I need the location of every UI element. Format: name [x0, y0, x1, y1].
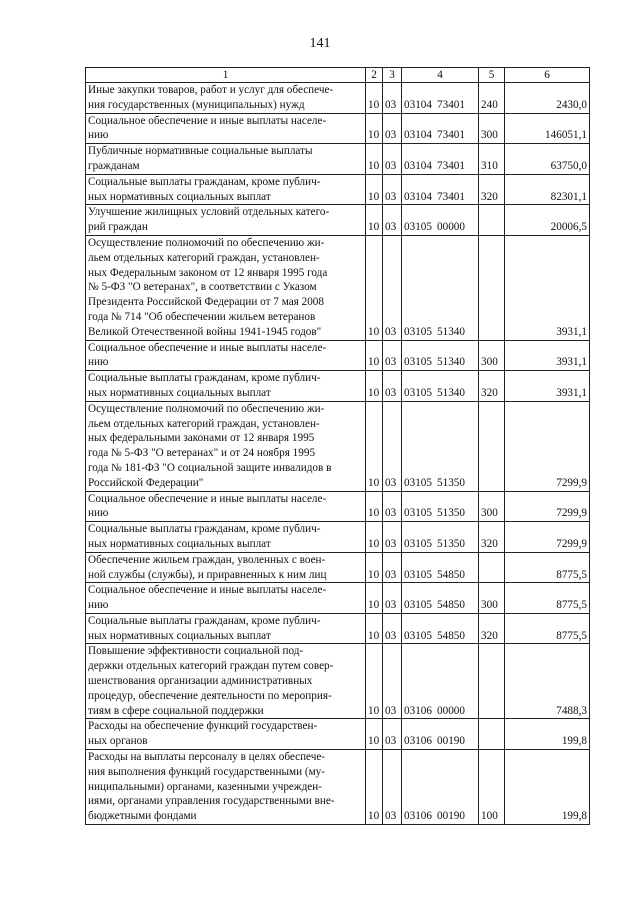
- amount-cell: 146051,1: [505, 113, 590, 144]
- target-article-program-code: 03105: [404, 476, 432, 489]
- section-code-cell: 10: [366, 750, 383, 825]
- amount-cell: 3931,1: [505, 340, 590, 371]
- target-article-cell: [402, 552, 479, 583]
- expense-name-line: Великой Отечественной войны 1941-1945 годов": [88, 325, 322, 338]
- amount-cell: 63750,0: [505, 144, 590, 175]
- column-header: 1: [86, 68, 366, 83]
- expense-name-line: льем отдельных категорий граждан, установлен-: [88, 417, 320, 430]
- target-article-program-code: 03104: [404, 129, 432, 142]
- expense-name-line: года № 714 "Об обеспечении жильем ветеранов: [88, 310, 316, 323]
- section-code-cell: 10: [366, 401, 383, 491]
- amount-cell: 3931,1: [505, 235, 590, 340]
- subsection-code-cell: 03: [383, 235, 402, 340]
- subsection-code-cell: 03: [383, 401, 402, 491]
- target-article-direction-code: 00190: [437, 735, 465, 748]
- section-code-cell: 10: [366, 205, 383, 236]
- expense-name-cell: [86, 719, 366, 750]
- expense-name-line: ных нормативных социальных выплат: [88, 190, 271, 203]
- expense-name-line: ных Федеральным законом от 12 января 1995 года: [88, 266, 328, 279]
- expense-type-code-cell: [479, 235, 505, 340]
- table-row: [86, 750, 590, 825]
- section-code-cell: 10: [366, 491, 383, 522]
- target-article-cell: [402, 401, 479, 491]
- expense-name-line: Осуществление полномочий по обеспечению жи-: [88, 236, 325, 249]
- subsection-code-cell: 03: [383, 750, 402, 825]
- table-row: [86, 552, 590, 583]
- target-article-program-code: 03105: [404, 599, 432, 612]
- section-code-cell: 10: [366, 174, 383, 205]
- target-article-direction-code: 54850: [437, 568, 465, 581]
- expense-name-line: шенствования организации административных: [88, 675, 313, 688]
- expense-type-code-cell: 300: [479, 340, 505, 371]
- expense-name-line: нию: [88, 129, 109, 142]
- target-article-direction-code: 51350: [437, 537, 465, 550]
- expense-name-line: Повышение эффективности социальной под-: [88, 645, 304, 658]
- expense-name-line: процедур, обеспечение деятельности по мероприя-: [88, 689, 332, 702]
- expense-name-line: ных нормативных социальных выплат: [88, 537, 271, 550]
- target-article-program-code: 03105: [404, 386, 432, 399]
- target-article-program-code: 03105: [404, 356, 432, 369]
- target-article-cell: [402, 174, 479, 205]
- subsection-code-cell: 03: [383, 552, 402, 583]
- expense-type-code-cell: 300: [479, 113, 505, 144]
- table-header-row: [86, 68, 590, 83]
- table-row: [86, 583, 590, 614]
- target-article-program-code: 03105: [404, 568, 432, 581]
- target-article-cell: [402, 113, 479, 144]
- target-article-program-code: 03106: [404, 810, 432, 823]
- subsection-code-cell: 03: [383, 613, 402, 644]
- target-article-direction-code: 73401: [437, 159, 465, 172]
- target-article-direction-code: 51340: [437, 356, 465, 369]
- table-row: [86, 205, 590, 236]
- section-code-cell: 10: [366, 552, 383, 583]
- target-article-cell: [402, 83, 479, 114]
- section-code-cell: 10: [366, 144, 383, 175]
- expense-name-line: Социальное обеспечение и иные выплаты населе-: [88, 341, 327, 354]
- target-article-program-code: 03105: [404, 629, 432, 642]
- target-article-direction-code: 51340: [437, 386, 465, 399]
- target-article-direction-code: 00190: [437, 810, 465, 823]
- page-number: 141: [309, 36, 331, 51]
- budget-table: [85, 67, 590, 825]
- target-article-direction-code: 73401: [437, 129, 465, 142]
- expense-name-line: гражданам: [88, 159, 140, 172]
- expense-name-line: Социальное обеспечение и иные выплаты населе-: [88, 114, 327, 127]
- target-article-direction-code: 51340: [437, 325, 465, 338]
- table-row: [86, 235, 590, 340]
- target-article-cell: [402, 144, 479, 175]
- expense-type-code-cell: 320: [479, 174, 505, 205]
- target-article-cell: [402, 583, 479, 614]
- expense-name-cell: [86, 583, 366, 614]
- target-article-program-code: 03104: [404, 98, 432, 111]
- expense-name-line: № 5-ФЗ "О ветеранах", в соответствии с Указом: [88, 281, 317, 294]
- target-article-program-code: 03106: [404, 704, 432, 717]
- expense-name-line: Публичные нормативные социальные выплаты: [88, 145, 313, 158]
- expense-name-line: Социальное обеспечение и иные выплаты населе-: [88, 492, 327, 505]
- expense-name-cell: [86, 491, 366, 522]
- table-row: [86, 174, 590, 205]
- target-article-cell: [402, 491, 479, 522]
- target-article-cell: [402, 613, 479, 644]
- expense-name-line: бюджетными фондами: [88, 810, 197, 823]
- amount-cell: 3931,1: [505, 371, 590, 402]
- amount-cell: 8775,5: [505, 552, 590, 583]
- expense-name-line: тиям в сфере социальной поддержки: [88, 704, 264, 717]
- expense-name-line: Социальные выплаты гражданам, кроме публич-: [88, 614, 321, 627]
- expense-name-line: рий граждан: [88, 221, 148, 234]
- section-code-cell: 10: [366, 583, 383, 614]
- target-article-direction-code: 51350: [437, 507, 465, 520]
- expense-type-code-cell: 300: [479, 583, 505, 614]
- amount-cell: 20006,5: [505, 205, 590, 236]
- subsection-code-cell: 03: [383, 371, 402, 402]
- column-header: 4: [402, 68, 479, 83]
- target-article-cell: [402, 340, 479, 371]
- amount-cell: 7299,9: [505, 401, 590, 491]
- expense-type-code-cell: [479, 205, 505, 236]
- table-row: [86, 719, 590, 750]
- expense-name-cell: [86, 371, 366, 402]
- target-article-cell: [402, 719, 479, 750]
- expense-type-code-cell: 300: [479, 491, 505, 522]
- column-header: 3: [383, 68, 402, 83]
- target-article-program-code: 03105: [404, 325, 432, 338]
- expense-name-cell: [86, 144, 366, 175]
- expense-name-line: Социальные выплаты гражданам, кроме публич-: [88, 523, 321, 536]
- expense-name-line: года № 181-ФЗ "О социальной защите инвалидов в: [88, 461, 332, 474]
- amount-cell: 82301,1: [505, 174, 590, 205]
- expense-name-cell: [86, 83, 366, 114]
- target-article-program-code: 03106: [404, 735, 432, 748]
- section-code-cell: 10: [366, 613, 383, 644]
- subsection-code-cell: 03: [383, 340, 402, 371]
- expense-type-code-cell: 320: [479, 613, 505, 644]
- expense-type-code-cell: 240: [479, 83, 505, 114]
- expense-name-line: ных нормативных социальных выплат: [88, 386, 271, 399]
- target-article-direction-code: 00000: [437, 704, 465, 717]
- subsection-code-cell: 03: [383, 144, 402, 175]
- expense-name-cell: [86, 235, 366, 340]
- expense-name-line: Социальные выплаты гражданам, кроме публич-: [88, 372, 321, 385]
- expense-name-cell: [86, 750, 366, 825]
- subsection-code-cell: 03: [383, 719, 402, 750]
- expense-name-line: ной службы (службы), и приравненных к ним лиц: [88, 568, 327, 581]
- expense-type-code-cell: [479, 644, 505, 719]
- expense-type-code-cell: [479, 401, 505, 491]
- table-row: [86, 522, 590, 553]
- expense-name-line: Улучшение жилищных условий отдельных катего-: [88, 206, 330, 219]
- expense-type-code-cell: 310: [479, 144, 505, 175]
- expense-name-line: льем отдельных категорий граждан, установлен-: [88, 251, 320, 264]
- target-article-cell: [402, 205, 479, 236]
- table-row: [86, 491, 590, 522]
- amount-cell: 7488,3: [505, 644, 590, 719]
- subsection-code-cell: 03: [383, 522, 402, 553]
- table-row: [86, 401, 590, 491]
- expense-name-line: Российской Федерации": [88, 476, 204, 489]
- section-code-cell: 10: [366, 644, 383, 719]
- section-code-cell: 10: [366, 522, 383, 553]
- target-article-cell: [402, 644, 479, 719]
- expense-name-line: Социальное обеспечение и иные выплаты населе-: [88, 584, 327, 597]
- expense-name-line: ниципальными) органами, казенными учрежден-: [88, 780, 322, 793]
- target-article-direction-code: 54850: [437, 599, 465, 612]
- expense-name-line: иями, органами управления государственными вне-: [88, 795, 335, 808]
- expense-name-cell: [86, 522, 366, 553]
- expense-name-line: нию: [88, 599, 109, 612]
- expense-name-line: ния государственных (муниципальных) нужд: [88, 98, 305, 111]
- table-row: [86, 144, 590, 175]
- target-article-program-code: 03105: [404, 221, 432, 234]
- expense-name-cell: [86, 613, 366, 644]
- expense-name-cell: [86, 340, 366, 371]
- table-row: [86, 613, 590, 644]
- expense-name-line: Осуществление полномочий по обеспечению жи-: [88, 402, 325, 415]
- expense-name-line: ных органов: [88, 735, 148, 748]
- section-code-cell: 10: [366, 83, 383, 114]
- subsection-code-cell: 03: [383, 644, 402, 719]
- subsection-code-cell: 03: [383, 83, 402, 114]
- expense-name-line: Иные закупки товаров, работ и услуг для обеспече-: [88, 84, 334, 96]
- expense-type-code-cell: [479, 719, 505, 750]
- target-article-program-code: 03104: [404, 190, 432, 203]
- expense-name-cell: [86, 174, 366, 205]
- table-row: [86, 340, 590, 371]
- subsection-code-cell: 03: [383, 583, 402, 614]
- column-header: 5: [479, 68, 505, 83]
- expense-name-cell: [86, 644, 366, 719]
- subsection-code-cell: 03: [383, 491, 402, 522]
- expense-name-line: Расходы на обеспечение функций государствен-: [88, 720, 318, 733]
- expense-name-cell: [86, 205, 366, 236]
- subsection-code-cell: 03: [383, 113, 402, 144]
- subsection-code-cell: 03: [383, 174, 402, 205]
- expense-name-cell: [86, 113, 366, 144]
- amount-cell: 2430,0: [505, 83, 590, 114]
- expense-type-code-cell: 100: [479, 750, 505, 825]
- expense-type-code-cell: 320: [479, 522, 505, 553]
- target-article-program-code: 03105: [404, 537, 432, 550]
- section-code-cell: 10: [366, 719, 383, 750]
- subsection-code-cell: 03: [383, 205, 402, 236]
- expense-name-line: ния выполнения функций государственными (му-: [88, 765, 326, 778]
- target-article-program-code: 03105: [404, 507, 432, 520]
- section-code-cell: 10: [366, 340, 383, 371]
- target-article-direction-code: 51350: [437, 476, 465, 489]
- expense-name-line: нию: [88, 356, 109, 369]
- expense-type-code-cell: [479, 552, 505, 583]
- amount-cell: 7299,9: [505, 491, 590, 522]
- target-article-cell: [402, 235, 479, 340]
- target-article-direction-code: 00000: [437, 221, 465, 234]
- section-code-cell: 10: [366, 113, 383, 144]
- table-row: [86, 113, 590, 144]
- target-article-direction-code: 73401: [437, 190, 465, 203]
- target-article-cell: [402, 371, 479, 402]
- amount-cell: 8775,5: [505, 583, 590, 614]
- amount-cell: 199,8: [505, 750, 590, 825]
- section-code-cell: 10: [366, 235, 383, 340]
- expense-name-line: Обеспечение жильем граждан, уволенных с воен-: [88, 553, 326, 566]
- target-article-program-code: 03104: [404, 159, 432, 172]
- target-article-direction-code: 54850: [437, 629, 465, 642]
- expense-name-cell: [86, 401, 366, 491]
- section-code-cell: 10: [366, 371, 383, 402]
- expense-name-line: ных нормативных социальных выплат: [88, 629, 271, 642]
- table-row: [86, 371, 590, 402]
- expense-name-line: ных федеральными законами от 12 января 1995: [88, 432, 315, 445]
- target-article-cell: [402, 522, 479, 553]
- amount-cell: 7299,9: [505, 522, 590, 553]
- expense-name-line: Президента Российской Федерации от 7 мая 2008: [88, 296, 324, 309]
- expense-name-line: года № 5-ФЗ "О ветеранах" и от 24 ноября 1995: [88, 447, 316, 460]
- expense-name-line: Расходы на выплаты персоналу в целях обеспече-: [88, 751, 326, 764]
- expense-type-code-cell: 320: [479, 371, 505, 402]
- expense-name-line: Социальные выплаты гражданам, кроме публич-: [88, 175, 321, 188]
- table-row: [86, 83, 590, 114]
- table-row: [86, 644, 590, 719]
- target-article-cell: [402, 750, 479, 825]
- column-header: 6: [505, 68, 590, 83]
- expense-name-line: нию: [88, 507, 109, 520]
- amount-cell: 8775,5: [505, 613, 590, 644]
- expense-name-line: держки отдельных категорий граждан путем совер-: [88, 660, 334, 673]
- amount-cell: 199,8: [505, 719, 590, 750]
- expense-name-cell: [86, 552, 366, 583]
- target-article-direction-code: 73401: [437, 98, 465, 111]
- column-header: 2: [366, 68, 383, 83]
